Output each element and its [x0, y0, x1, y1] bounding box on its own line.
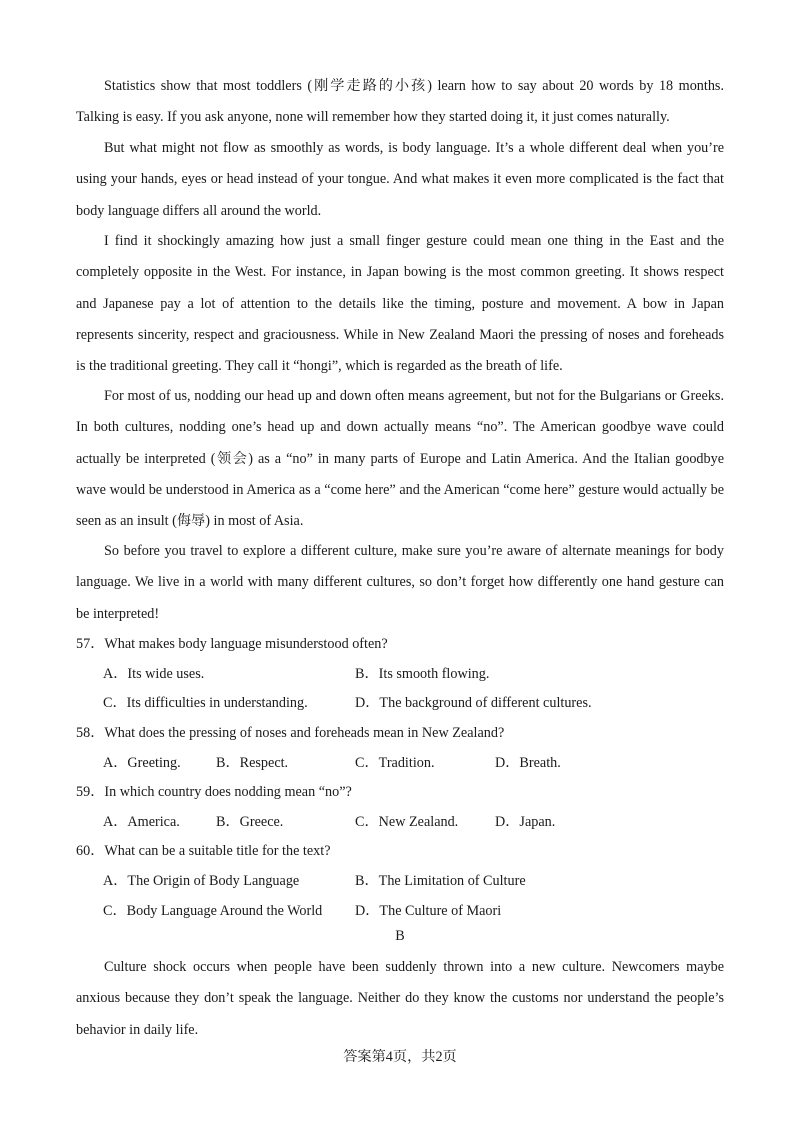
passage-paragraph-5: So before you travel to explore a different culture, make sure you’re aware of alternate meanings for body language. We live in a world with many different cultures, so don’t forget how differently one hand gesture can be interpreted!: [76, 543, 724, 622]
section-b-paragraph: Culture shock occurs when people have been suddenly thrown into a new culture. Newcomers maybe anxious because they don’t speak the language. Neither do they know the customs nor understand the people’s behavior in daily life.: [76, 959, 724, 1038]
passage-paragraph-1: Statistics show that most toddlers (刚学走路的小孩) learn how to say about 20 words by 18 months. Talking is easy. If you ask anyone, none will remember how they started doing it, it just comes naturally.: [76, 78, 724, 126]
question-58-option-d: D．Breath.: [495, 755, 561, 771]
passage-paragraph-4: For most of us, nodding our head up and down often means agreement, but not for the Bulgarians or Greeks. In both cultures, nodding one’s head up and down actually means “no”. The American goodbye wave could actually be interpreted (领会) as a “no” in many parts of Europe and Latin America. And the Italian goodbye wave would be understood in America as a “come here” and the American “come here” gesture would actually be seen as an insult (侮辱) in most of Asia.: [76, 388, 724, 530]
question-59-stem: 59．In which country does nodding mean “no”?: [76, 784, 352, 800]
question-59-option-d: D．Japan.: [495, 814, 556, 830]
section-b-heading: B: [395, 928, 405, 944]
question-60-stem: 60．What can be a suitable title for the text?: [76, 843, 331, 859]
question-57-stem: 57．What makes body language misunderstood often?: [76, 636, 388, 652]
question-57-option-b: B．Its smooth flowing.: [355, 666, 490, 682]
page-footer: 答案第4页，共2页: [343, 1049, 457, 1065]
question-58-option-b: B．Respect.: [216, 755, 289, 771]
question-57-option-d: D．The background of different cultures.: [355, 695, 592, 711]
question-58-option-c: C．Tradition.: [355, 755, 435, 771]
question-60-option-d: D．The Culture of Maori: [355, 903, 502, 919]
passage-paragraph-2: But what might not flow as smoothly as words, is body language. It’s a whole different deal when you’re using your hands, eyes or head instead of your tongue. And what makes it even more complicated is the fact that body language differs all around the world.: [76, 140, 724, 219]
question-57-option-a: A．Its wide uses.: [103, 666, 205, 682]
question-59-option-b: B．Greece.: [216, 814, 284, 830]
question-59-option-c: C．New Zealand.: [355, 814, 459, 830]
question-60-option-a: A．The Origin of Body Language: [103, 873, 300, 889]
question-59-option-a: A．America.: [103, 814, 180, 830]
question-60-option-c: C．Body Language Around the World: [103, 903, 323, 919]
passage-paragraph-3: I find it shockingly amazing how just a small finger gesture could mean one thing in the East and the completely opposite in the West. For instance, in Japan bowing is the most common greeting. It shows respect and Japanese pay a lot of attention to the details like the timing, posture and movement. A bow in Japan represents sincerity, respect and graciousness. While in New Zealand Maori the pressing of noses and foreheads is the traditional greeting. They call it “hongi”, which is regarded as the breath of life.: [76, 233, 724, 375]
question-58-stem: 58．What does the pressing of noses and foreheads mean in New Zealand?: [76, 725, 505, 741]
question-60-option-b: B．The Limitation of Culture: [355, 873, 526, 889]
question-57-option-c: C．Its difficulties in understanding.: [103, 695, 308, 711]
question-58-option-a: A．Greeting.: [103, 755, 181, 771]
